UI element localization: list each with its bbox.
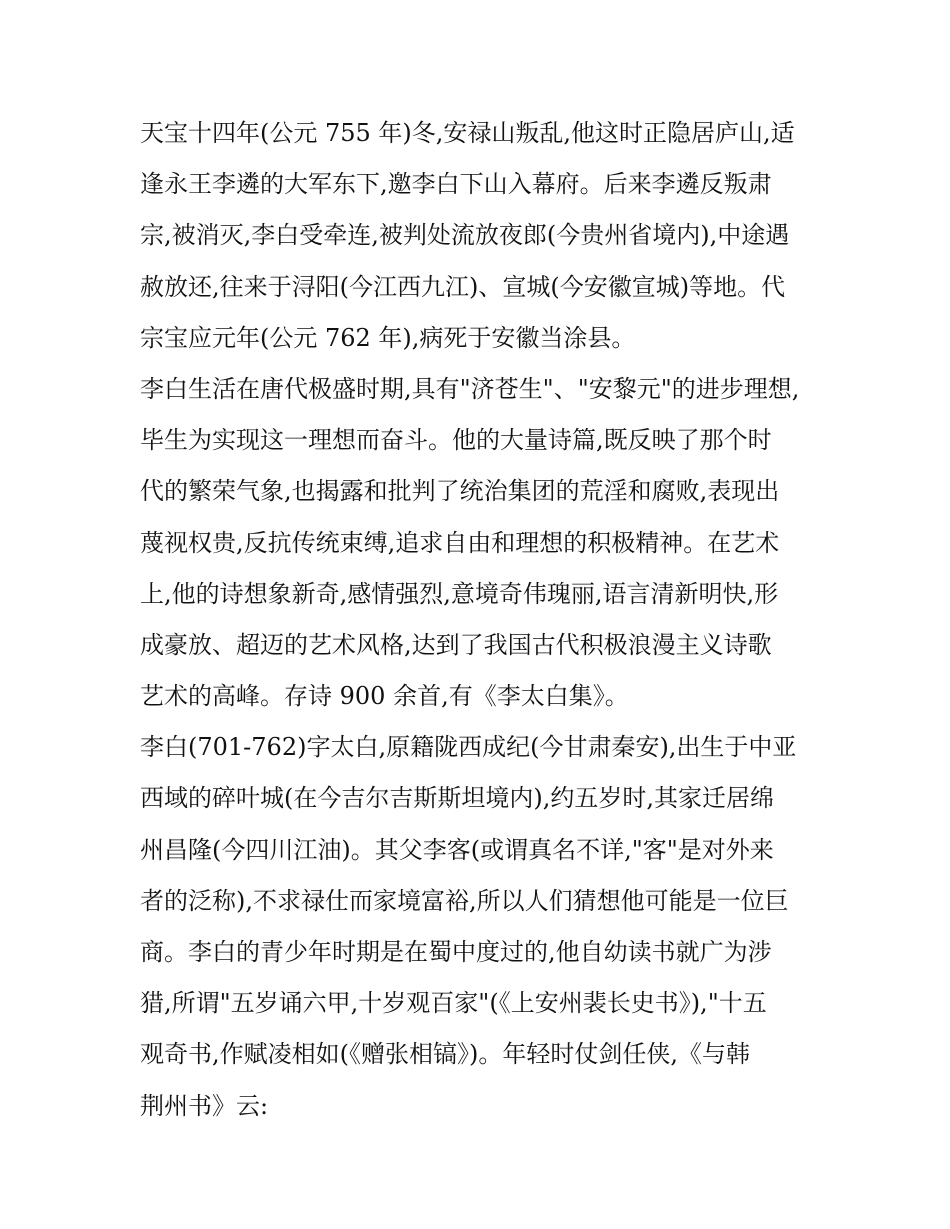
text-line: 者的泛称),不求禄仕而家境富裕,所以人们猜想他可能是一位巨 <box>140 886 789 915</box>
text-line: 蔑视权贵,反抗传统束缚,追求自由和理想的积极精神。在艺术 <box>140 528 780 557</box>
text-line: 猎,所谓"五岁诵六甲,十岁观百家"(《上安州裴长史书》),"十五 <box>140 989 767 1018</box>
text-line: 荆州书》云: <box>140 1091 269 1120</box>
text-line: 毕生为实现这一理想而奋斗。他的大量诗篇,既反映了那个时 <box>140 426 772 455</box>
text-line: 州昌隆(今四川江油)。其父李客(或谓真名不详,"客"是对外来 <box>140 835 774 864</box>
text-line: 艺术的高峰。存诗 900 余首,有《李太白集》。 <box>140 682 629 711</box>
text-line: 李白(701-762)字太白,原籍陇西成纪(今甘肃秦安),出生于中亚 <box>140 733 797 762</box>
text-line: 宗,被消灭,李白受牵连,被判处流放夜郎(今贵州省境内),中途遇 <box>140 221 790 250</box>
text-line: 代的繁荣气象,也揭露和批判了统治集团的荒淫和腐败,表现出 <box>140 477 780 506</box>
paragraph-3 <box>140 722 820 1132</box>
text-line: 成豪放、超迈的艺术风格,达到了我国古代积极浪漫主义诗歌 <box>140 630 772 659</box>
text-line: 上,他的诗想象新奇,感情强烈,意境奇伟瑰丽,语言清新明快,形 <box>140 579 779 608</box>
text-line: 逢永王李遴的大军东下,邀李白下山入幕府。后来李遴反叛肃 <box>140 170 772 199</box>
text-line: 宗宝应元年(公元 762 年),病死于安徽当涂县。 <box>140 323 636 352</box>
text-line: 天宝十四年(公元 755 年)冬,安禄山叛乱,他这时正隐居庐山,适 <box>140 119 795 147</box>
paragraph-2 <box>140 364 820 722</box>
document-page <box>140 108 820 1132</box>
text-line: 赦放还,往来于浔阳(今江西九江)、宣城(今安徽宣城)等地。代 <box>140 272 786 301</box>
text-line: 李白生活在唐代极盛时期,具有"济苍生"、"安黎元"的进步理想, <box>140 374 800 403</box>
paragraph-1 <box>140 108 820 364</box>
text-line: 西域的碎叶城(在今吉尔吉斯斯坦境内),约五岁时,其家迁居绵 <box>140 784 774 813</box>
text-line: 观奇书,作赋凌相如(《赠张相镐》)。年轻时仗剑任侠,《与韩 <box>140 1040 750 1069</box>
text-line: 商。李白的青少年时期是在蜀中度过的,他自幼读书就广为涉 <box>140 938 772 966</box>
